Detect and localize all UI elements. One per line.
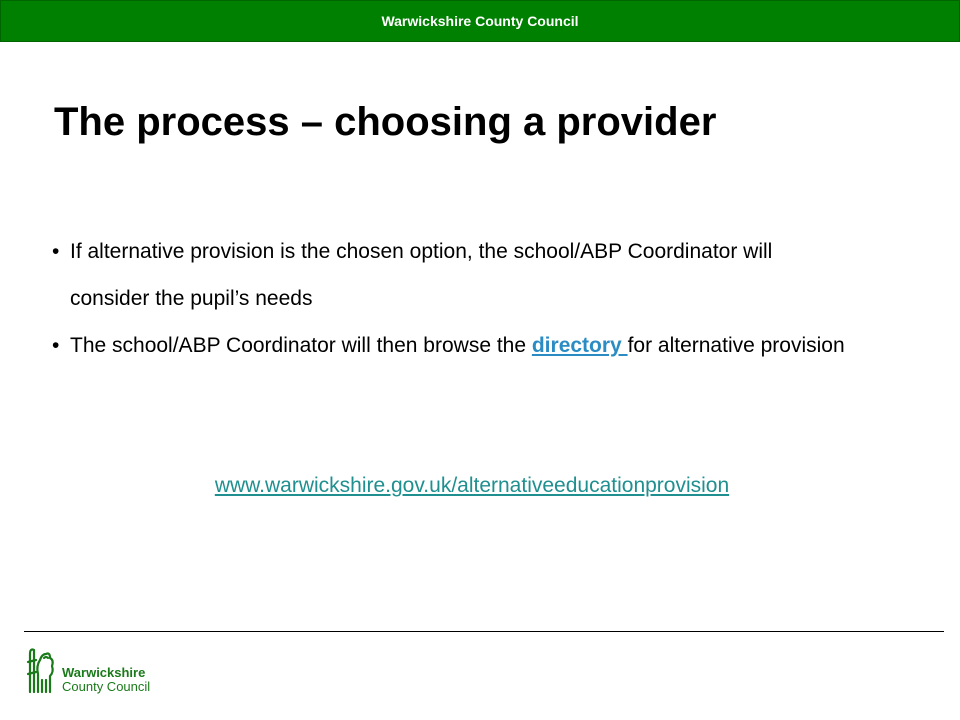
logo-text — [62, 666, 150, 694]
bullet-text-before: The school/ABP Coordinator will then browse the — [70, 334, 532, 357]
council-logo — [24, 644, 150, 694]
slide-title: The process – choosing a provider — [54, 100, 717, 144]
header-bar — [0, 0, 960, 42]
directory-link[interactable]: directory — [531, 334, 628, 357]
bullet-item — [52, 322, 852, 369]
website-link[interactable]: www.warwickshire.gov.uk/alternativeeducationprovision — [214, 474, 730, 497]
url-container — [0, 474, 944, 498]
bullet-list — [52, 228, 852, 369]
bullet-text: If alternative provision is the chosen option, the school/ABP Coordinator will consider the pupil’s needs — [70, 240, 773, 310]
footer-divider — [24, 631, 944, 632]
bear-and-ragged-staff-icon — [24, 644, 56, 694]
logo-line-1: Warwickshire — [62, 665, 146, 680]
header-org-name: Warwickshire County Council — [381, 13, 579, 29]
bullet-icon: • — [52, 334, 60, 357]
bullet-text-after: for alternative provision — [627, 334, 845, 357]
logo-line-2: County Council — [62, 679, 151, 694]
bullet-item — [52, 228, 852, 322]
bullet-icon: • — [52, 240, 60, 263]
